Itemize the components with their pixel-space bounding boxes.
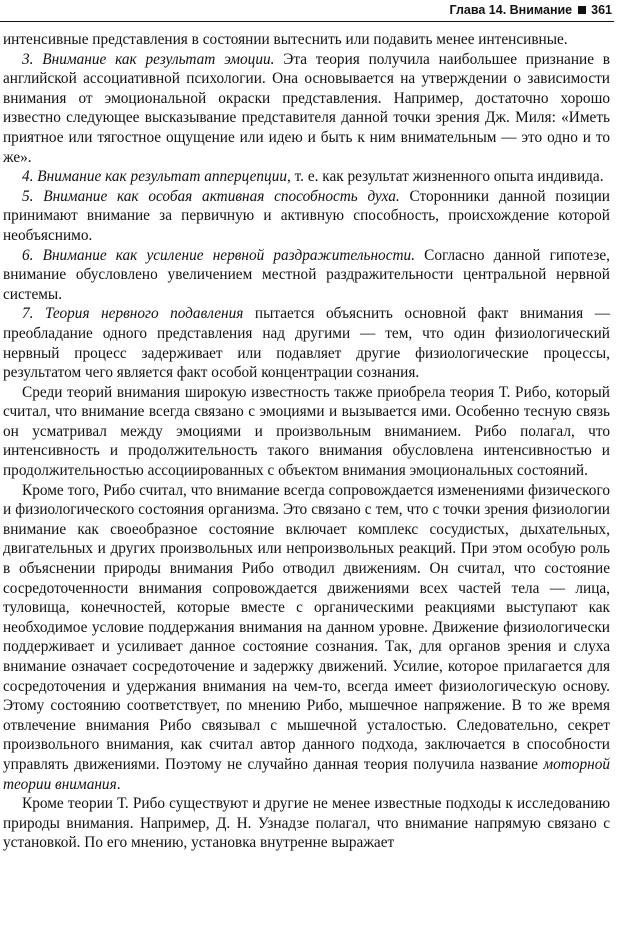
paragraph-text: Сторонники данной позиции принимают внимание за первичную и активную способность, происхождение которой необъяснимо. <box>3 187 610 244</box>
paragraph <box>3 187 610 246</box>
page-number: 361 <box>591 3 612 17</box>
theory-title: 5. Внимание как особая активная способность духа. <box>22 187 400 205</box>
paragraph-text: Кроме того, Рибо считал, что внимание всегда сопровождается изменениями физического и физиологического состояния организма. Это связано с тем, что с точки зрения физиологии внимание как своеобразное состояние включает комплекс сосудистых, дыхательных, двигательных и других произвольных или непроизвольных реакций. При этом особую роль в объяснении природы внимания Рибо отводил движениям. Он считал, что состояние сосредоточенности внимания сопровождается движениями всех частей тела — лица, туловища, конечностей, которые вместе с органическими реакциями выступают как необходимое условие поддержания внимания на данном уровне. Движение физиологически поддерживает и усиливает данное состояние сознания. Так, для органов зрения и слуха внимание означает сосредоточение и задержку движений. Усилие, которое прилагается для сосредоточения и удержания внимания на чем-то, всегда имеет физиологическую основу. Этому состоянию соответствует, по мнению Рибо, мышечное напряжение. В то же время отвлечение внимания Рибо связывал с мышечной усталостью. Следовательно, секрет произвольного внимания, как считал автор данного подхода, заключается в способности управлять движениями. Поэтому не случайно данная теория получила название <box>3 481 610 773</box>
emphasized-term: моторной теории внимания <box>3 755 610 793</box>
theory-title: 6. Внимание как усиление нервной раздражительности. <box>22 246 415 264</box>
paragraph-text: т. е. как результат жизненного опыта индивида. <box>290 168 604 186</box>
paragraph <box>3 246 610 305</box>
header-rule <box>0 21 614 22</box>
paragraph-text: Среди теорий внимания широкую известность также приобрела теория Т. Рибо, который считал, что внимание всегда связано с эмоциями и вызывается ими. Особенно тесную связь он усматривал между эмоциями и произвольным вниманием. Рибо полагал, что интенсивность и продолжительность такого внимания обусловлена интенсивностью и продолжительностью ассоциированных с объектом внимания эмоциональных состояний. <box>3 383 610 480</box>
paragraph-text-end: . <box>116 775 121 793</box>
paragraph-text: интенсивные представления в состоянии вытеснить или подавить менее интенсивные. <box>3 31 568 48</box>
paragraph <box>3 50 610 168</box>
theory-title: 7. Теория нервного подавления <box>22 305 244 323</box>
paragraph <box>3 481 610 795</box>
square-bullet-icon <box>578 6 586 14</box>
chapter-title: Глава 14. Внимание <box>449 3 573 17</box>
paragraph <box>3 167 610 187</box>
paragraph-text: Кроме теории Т. Рибо существуют и другие не менее известные подходы к исследованию природы внимания. Например, Д. Н. Узнадзе полагал, что внимание напрямую связано с установкой. По его мнению, установка внутренне выражает <box>3 795 610 852</box>
paragraph <box>3 30 610 50</box>
paragraph <box>3 304 610 382</box>
paragraph <box>3 383 610 481</box>
running-head <box>0 0 612 20</box>
theory-title: 3. Внимание как результат эмоции. <box>22 50 275 68</box>
paragraph-text: пытается объяснить основной факт внимания — преобладание одного представления над другими — тем, что один физиологический нервный процесс задерживает или подавляет другие физиологические процессы, результатом чего является факт особой концентрации сознания. <box>3 305 611 382</box>
theory-title: 4. Внимание как результат апперцепции, <box>22 168 291 186</box>
paragraph-text: Эта теория получила наибольшее признание в английской ассоциативной психологии. Она основывается на утверждении о зависимости внимания от эмоциональной окраски представления. Например, достаточно хорошо известно следующее высказывание представителя данной точки зрения Дж. Миля: «Иметь приятное или тягостное ощущение или идею и быть к ним внимательным — это одно и то же». <box>3 50 611 166</box>
paragraph-text: Согласно данной гипотезе, внимание обусловлено увеличением местной раздражительности центральной нервной системы. <box>3 246 610 303</box>
body-text <box>3 30 610 853</box>
paragraph <box>3 794 610 853</box>
